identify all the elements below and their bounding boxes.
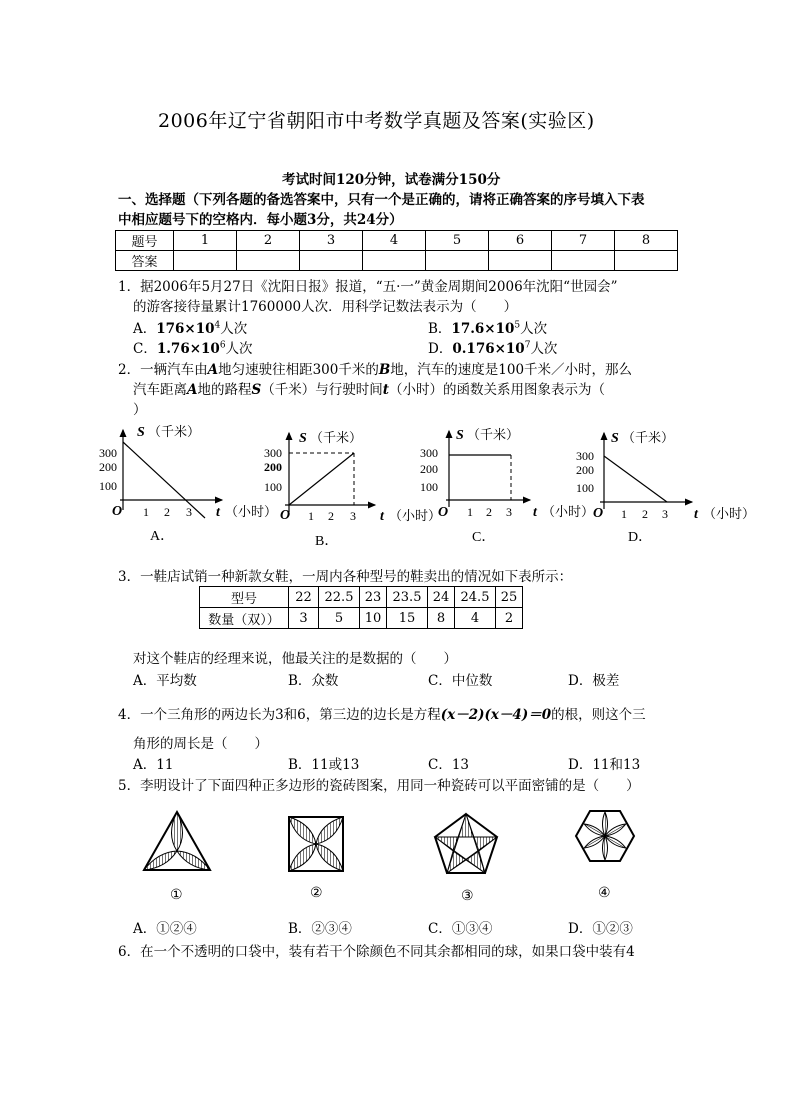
section1-heading-line2: 中相应题号下的空格内．每小题3分，共24分） bbox=[118, 212, 403, 228]
graph-c-xtick: 3 bbox=[506, 505, 512, 519]
q3-line2: 对这个鞋店的经理来说，他最关注的是数据的（ ） bbox=[133, 651, 457, 667]
graph-b-ytick: 100 bbox=[264, 480, 282, 494]
tile-hexagon bbox=[576, 811, 634, 861]
q5-option-a: A．①②④ bbox=[133, 921, 197, 937]
q4-option-a: A．11 bbox=[133, 757, 174, 773]
answer-cell[interactable] bbox=[237, 251, 300, 271]
tile-pentagon bbox=[435, 814, 497, 873]
graph-b-xtick: 2 bbox=[328, 509, 334, 523]
graph-d-t: t bbox=[694, 507, 698, 522]
answer-cell[interactable] bbox=[552, 251, 615, 271]
graph-d-xtick: 2 bbox=[642, 507, 648, 521]
graph-b-ytick: 200 bbox=[264, 460, 282, 474]
shoe-count: 5 bbox=[319, 608, 360, 629]
graph-c bbox=[420, 427, 594, 545]
graph-b-xtick: 1 bbox=[308, 509, 314, 523]
exam-info: 考试时间120分钟，试卷满分150分 bbox=[282, 172, 501, 188]
answer-table-number: 3 bbox=[300, 231, 363, 251]
q4-line2: 角形的周长是（ ） bbox=[133, 736, 268, 752]
graph-c-s-unit: （千米） bbox=[467, 427, 520, 442]
answer-table-number: 8 bbox=[615, 231, 678, 251]
graph-a-s: S bbox=[137, 425, 145, 440]
shoe-size: 22 bbox=[289, 587, 319, 608]
q5-line1: 5．李明设计了下面四种正多边形的瓷砖图案，用同一种瓷砖可以平面密铺的是（ ） bbox=[118, 778, 640, 794]
tile-label: ② bbox=[310, 886, 323, 901]
answer-table-number: 5 bbox=[426, 231, 489, 251]
q1-option-b: B．$17.6\times 10^5$人次 bbox=[428, 320, 548, 337]
graph-b-s-unit: （千米） bbox=[310, 430, 363, 445]
graph-c-t: t bbox=[533, 505, 537, 520]
graph-a-t-unit: （小时） bbox=[225, 504, 278, 519]
shoe-size: 25 bbox=[496, 587, 523, 608]
q3-option-a: A．平均数 bbox=[133, 673, 197, 689]
q3-line1: 3．一鞋店试销一种新款女鞋，一周内各种型号的鞋卖出的情况如下表所示： bbox=[118, 569, 573, 585]
graph-d-xtick: 1 bbox=[621, 507, 627, 521]
shoe-size: 23 bbox=[360, 587, 387, 608]
q5-option-b: B．②③④ bbox=[288, 921, 352, 937]
q4-option-b: B．11或13 bbox=[288, 757, 360, 773]
shoe-table-header-label: 型号 bbox=[200, 587, 289, 608]
graph-b-t-unit: （小时） bbox=[389, 508, 442, 523]
graph-c-origin: O bbox=[438, 505, 449, 520]
tile-label: ③ bbox=[461, 889, 474, 904]
graph-c-label: C． bbox=[472, 530, 496, 545]
graph-a bbox=[99, 424, 277, 544]
q4-line1: 4．一个三角形的两边长为3和6，第三边的边长是方程(x－2)(x－4)＝0的根，则这个三 bbox=[118, 707, 646, 723]
graph-b-t: t bbox=[380, 509, 384, 524]
graph-c-ytick: 300 bbox=[420, 446, 438, 460]
graph-b-label: B． bbox=[315, 534, 339, 549]
section1-heading-line1: 一、选择题（下列各题的备选答案中，只有一个是正确的，请将正确答案的序号填入下表 bbox=[118, 192, 645, 208]
graph-d-s-unit: （千米） bbox=[622, 430, 675, 445]
shoe-table bbox=[199, 586, 523, 629]
graph-c-ytick: 200 bbox=[420, 462, 438, 476]
tile-label: ④ bbox=[598, 886, 611, 901]
q6-line1: 6．在一个不透明的口袋中，装有若干个除颜色不同其余都相同的球，如果口袋中装有4 bbox=[118, 944, 635, 960]
answer-table-number: 2 bbox=[237, 231, 300, 251]
shoe-size: 23.5 bbox=[387, 587, 428, 608]
tile-label: ① bbox=[170, 888, 183, 903]
answer-cell[interactable] bbox=[300, 251, 363, 271]
graph-d-xtick: 3 bbox=[662, 507, 668, 521]
graph-d-s: S bbox=[611, 431, 619, 446]
q1-option-c: C．$1.76\times 10^6$人次 bbox=[133, 340, 253, 357]
graph-d-ytick: 100 bbox=[576, 481, 594, 495]
q5-option-c: C．①③④ bbox=[428, 921, 493, 937]
q2-line3: ） bbox=[133, 402, 147, 418]
q2-line2: 汽车距离A地的路程S（千米）与行驶时间t（小时）的函数关系用图象表示为（ bbox=[133, 382, 605, 398]
answer-table-number: 6 bbox=[489, 231, 552, 251]
answer-table bbox=[115, 230, 678, 271]
answer-cell[interactable] bbox=[615, 251, 678, 271]
shoe-size: 24.5 bbox=[455, 587, 496, 608]
q5-option-d: D．①②③ bbox=[568, 921, 633, 937]
graph-c-xtick: 1 bbox=[467, 505, 473, 519]
answer-table-number: 7 bbox=[552, 231, 615, 251]
q1-option-a: A．$176\times 10^4$人次 bbox=[133, 320, 248, 337]
graph-d-ytick: 300 bbox=[576, 449, 594, 463]
answer-cell[interactable] bbox=[363, 251, 426, 271]
answer-table-label-answer: 答案 bbox=[116, 251, 174, 271]
tile-square bbox=[289, 817, 343, 871]
graph-c-ytick: 100 bbox=[420, 480, 438, 494]
graph-b-origin: O bbox=[280, 508, 291, 523]
shoe-count: 4 bbox=[455, 608, 496, 629]
q1-line1: 1．据2006年5月27日《沈阳日报》报道，“五·一”黄金周期间2006年沈阳“世园会” bbox=[118, 279, 618, 295]
shoe-count: 8 bbox=[428, 608, 455, 629]
graph-d-t-unit: （小时） bbox=[703, 506, 756, 521]
graph-a-label: A． bbox=[150, 529, 175, 544]
q4-option-c: C．13 bbox=[428, 757, 470, 773]
graph-a-xtick: 2 bbox=[164, 505, 170, 519]
graph-b bbox=[264, 430, 441, 549]
answer-cell[interactable] bbox=[426, 251, 489, 271]
shoe-size: 24 bbox=[428, 587, 455, 608]
q1-line2: 的游客接待量累计1760000人次．用科学记数法表示为（ ） bbox=[133, 299, 518, 315]
shoe-count: 2 bbox=[496, 608, 523, 629]
graph-d-label: D． bbox=[628, 530, 653, 545]
graph-a-ytick: 100 bbox=[99, 479, 117, 493]
graph-c-s: S bbox=[456, 428, 464, 443]
graph-a-xtick: 1 bbox=[143, 505, 149, 519]
q5-tiles bbox=[0, 800, 790, 910]
graph-b-s: S bbox=[299, 431, 307, 446]
shoe-count: 3 bbox=[289, 608, 319, 629]
graph-d bbox=[576, 430, 755, 545]
graph-a-s-unit: （千米） bbox=[148, 424, 201, 439]
shoe-size: 22.5 bbox=[319, 587, 360, 608]
answer-table-number: 1 bbox=[174, 231, 237, 251]
q4-option-d: D．11和13 bbox=[568, 757, 641, 773]
graph-d-origin: O bbox=[593, 506, 604, 521]
graph-c-xtick: 2 bbox=[486, 505, 492, 519]
q2-graphs bbox=[0, 415, 790, 555]
q4-equation: (x－2)(x－4)＝0 bbox=[440, 707, 552, 723]
graph-a-xtick: 3 bbox=[186, 505, 192, 519]
graph-a-t: t bbox=[216, 505, 220, 520]
shoe-count: 15 bbox=[387, 608, 428, 629]
shoe-count: 10 bbox=[360, 608, 387, 629]
graph-a-ytick: 300 bbox=[99, 446, 117, 460]
tile-triangle bbox=[144, 812, 210, 870]
graph-d-ytick: 200 bbox=[576, 463, 594, 477]
graph-c-t-unit: （小时） bbox=[542, 504, 595, 519]
answer-cell[interactable] bbox=[489, 251, 552, 271]
answer-table-label-number: 题号 bbox=[116, 231, 174, 251]
graph-a-ytick: 200 bbox=[99, 460, 117, 474]
answer-table-number: 4 bbox=[363, 231, 426, 251]
q3-option-c: C．中位数 bbox=[428, 673, 493, 689]
q3-option-d: D．极差 bbox=[568, 673, 620, 689]
answer-cell[interactable] bbox=[174, 251, 237, 271]
q2-line1: 2．一辆汽车由A地匀速驶往相距300千米的B地，汽车的速度是100千米／小时，那么 bbox=[118, 362, 633, 378]
document-title: 2006年辽宁省朝阳市中考数学真题及答案(实验区) bbox=[158, 110, 595, 132]
graph-b-xtick: 3 bbox=[350, 509, 356, 523]
graph-b-ytick: 300 bbox=[264, 446, 282, 460]
shoe-table-count-label: 数量（双）） bbox=[200, 608, 289, 629]
q3-option-b: B．众数 bbox=[288, 673, 339, 689]
graph-a-origin: O bbox=[112, 504, 123, 519]
q1-option-d: D．$0.176\times 10^7$人次 bbox=[428, 340, 558, 357]
